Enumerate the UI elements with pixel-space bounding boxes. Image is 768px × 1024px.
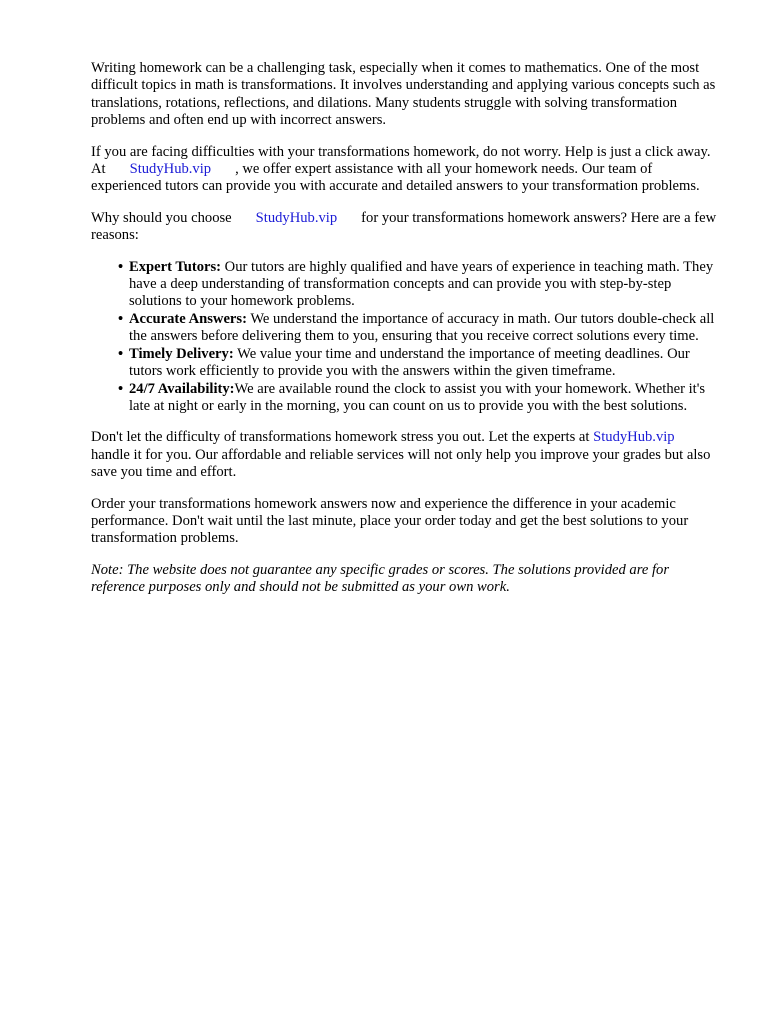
stress-paragraph	[91, 429, 721, 481]
list-item	[118, 380, 721, 416]
reason-title: 24/7 Availability:	[129, 380, 235, 397]
reason-title: Expert Tutors:	[129, 258, 222, 275]
help-text-before: If you are facing difficulties with your transformations homework, do not worry. Help is just a click away. At	[91, 143, 711, 178]
help-paragraph	[91, 144, 721, 196]
bullet-icon: •	[118, 258, 124, 275]
stress-text-after: handle it for you. Our affordable and reliable services will not only help you improve your grades but also save you time and effort.	[91, 446, 711, 481]
reason-title: Timely Delivery:	[129, 345, 234, 362]
studyhub-link[interactable]: StudyHub.vip	[129, 161, 212, 178]
disclaimer-note: Note: The website does not guarantee any specific grades or scores. The solutions provided are for reference purposes only and should not be submitted as your own work.	[91, 561, 670, 596]
studyhub-link[interactable]: StudyHub.vip	[593, 429, 675, 446]
list-item	[118, 345, 721, 381]
why-text-before: Why should you choose	[91, 209, 232, 226]
list-item	[118, 258, 721, 311]
reason-text: We are available round the clock to assist you with your homework. Whether it's late at night or early in the morning, you can count on us to provide you with the best solutions.	[129, 380, 706, 414]
studyhub-link[interactable]: StudyHub.vip	[255, 209, 338, 226]
stress-text-before: Don't let the difficulty of transformations homework stress you out. Let the experts at	[91, 429, 590, 446]
reason-text: We understand the importance of accuracy in math. Our tutors double-check all the answers before delivering them to you, ensuring that you receive correct solutions every time.	[129, 310, 715, 345]
bullet-icon: •	[118, 380, 124, 397]
why-paragraph	[91, 210, 721, 245]
reason-text: Our tutors are highly qualified and have years of experience in teaching math. They have a deep understanding of transformation concepts and can provide you with step-by-step solutions to your homework problems.	[129, 258, 714, 310]
order-paragraph: Order your transformations homework answers now and experience the difference in your academic performance. Don't wait until the last minute, place your order today and get the best solutions to your transformation problems.	[91, 495, 689, 547]
reason-title: Accurate Answers:	[129, 310, 247, 327]
intro-paragraph: Writing homework can be a challenging task, especially when it comes to mathematics. One of the most difficult topics in math is transformations. It involves understanding and applying various concepts such as translations, rotations, reflections, and dilations. Many students struggle with solving transformation problems and often end up with incorrect answers.	[91, 60, 716, 129]
why-text-after: for your transformations homework answers? Here are a few reasons:	[91, 209, 717, 244]
help-text-after: , we offer expert assistance with all your homework needs. Our team of experienced tutors can provide you with accurate and detailed answers to your transformation problems.	[91, 161, 700, 195]
list-item	[118, 310, 721, 346]
document-page	[91, 60, 721, 611]
reason-text: We value your time and understand the importance of meeting deadlines. Our tutors work efficiently to provide you with the answers within the given timeframe.	[129, 345, 690, 380]
bullet-icon: •	[118, 310, 124, 327]
reasons-list	[91, 259, 721, 416]
bullet-icon: •	[118, 345, 124, 362]
